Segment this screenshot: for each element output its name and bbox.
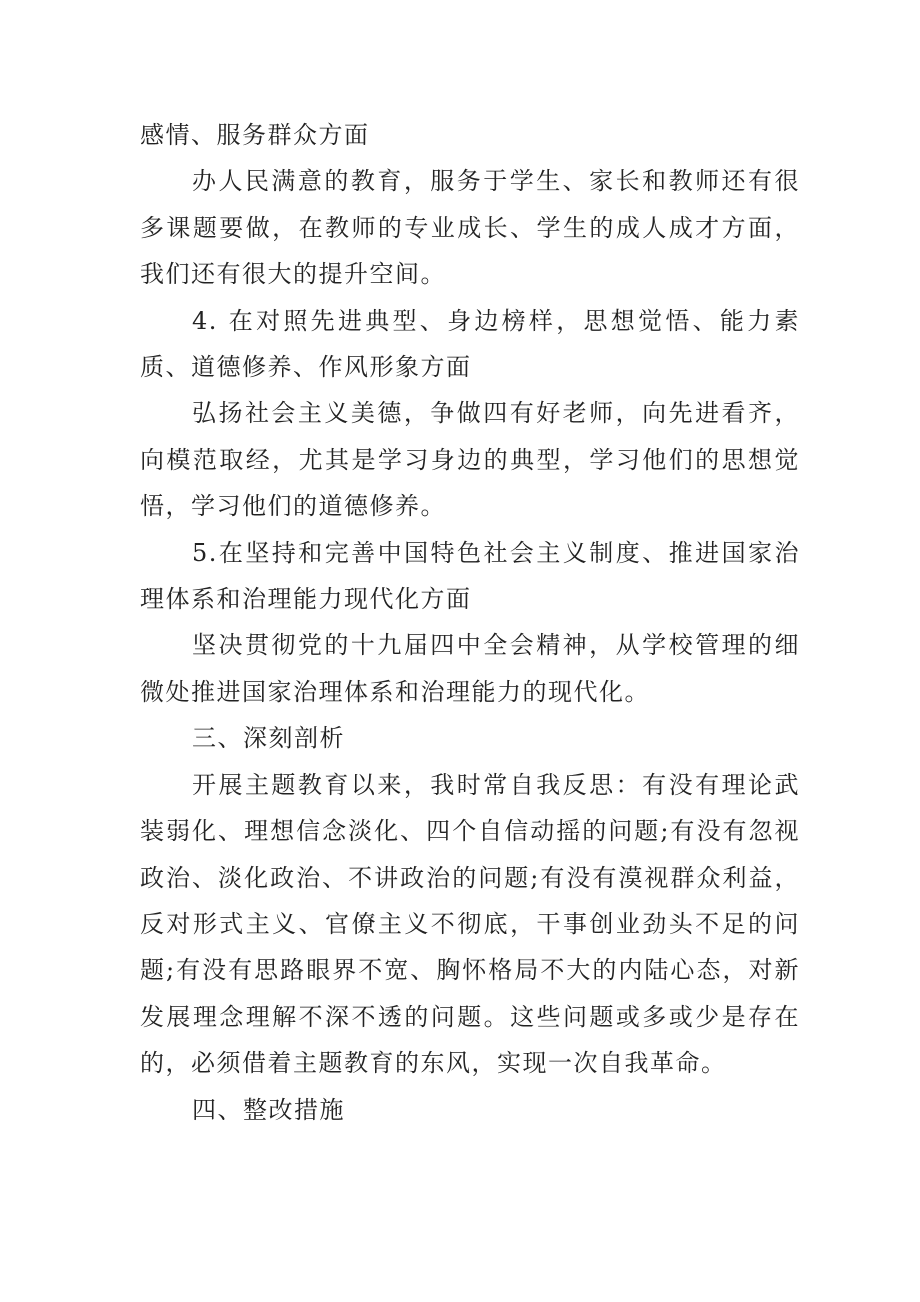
paragraph-subheading: 5.在坚持和完善中国特色社会主义制度、推进国家治理体系和治理能力现代化方面 [140, 538, 800, 614]
document-body [140, 112, 800, 1133]
paragraph-body: 开展主题教育以来，我时常自我反思：有没有理论武装弱化、理想信念淡化、四个自信动摇的问题;有没有忽视政治、淡化政治、不讲政治的问题;有没有漠视群众利益，反对形式主义、官僚主义不彻底，干事创业劲头不足的问题;有没有思路眼界不宽、胸怀格局不大的内陆心态，对新发展理念理解不深不透的问题。这些问题或多或少是存在的，必须借着主题教育的东风，实现一次自我革命。 [140, 770, 800, 1078]
paragraph-subheading: 4. 在对照先进典型、身边榜样，思想觉悟、能力素质、道德修养、作风形象方面 [140, 306, 800, 382]
paragraph-body: 弘扬社会主义美德，争做四有好老师，向先进看齐，向模范取经，尤其是学习身边的典型，学习他们的思想觉悟，学习他们的道德修养。 [140, 399, 800, 521]
paragraph-body: 办人民满意的教育，服务于学生、家长和教师还有很多课题要做，在教师的专业成长、学生的成人成才方面，我们还有很大的提升空间。 [140, 167, 800, 289]
paragraph-body: 坚决贯彻党的十九届四中全会精神，从学校管理的细微处推进国家治理体系和治理能力的现代化。 [140, 631, 800, 706]
section-heading: 三、深刻剖析 [192, 724, 345, 753]
section-heading: 四、整改措施 [192, 1095, 345, 1124]
paragraph-continuation: 感情、服务群众方面 [140, 121, 370, 149]
